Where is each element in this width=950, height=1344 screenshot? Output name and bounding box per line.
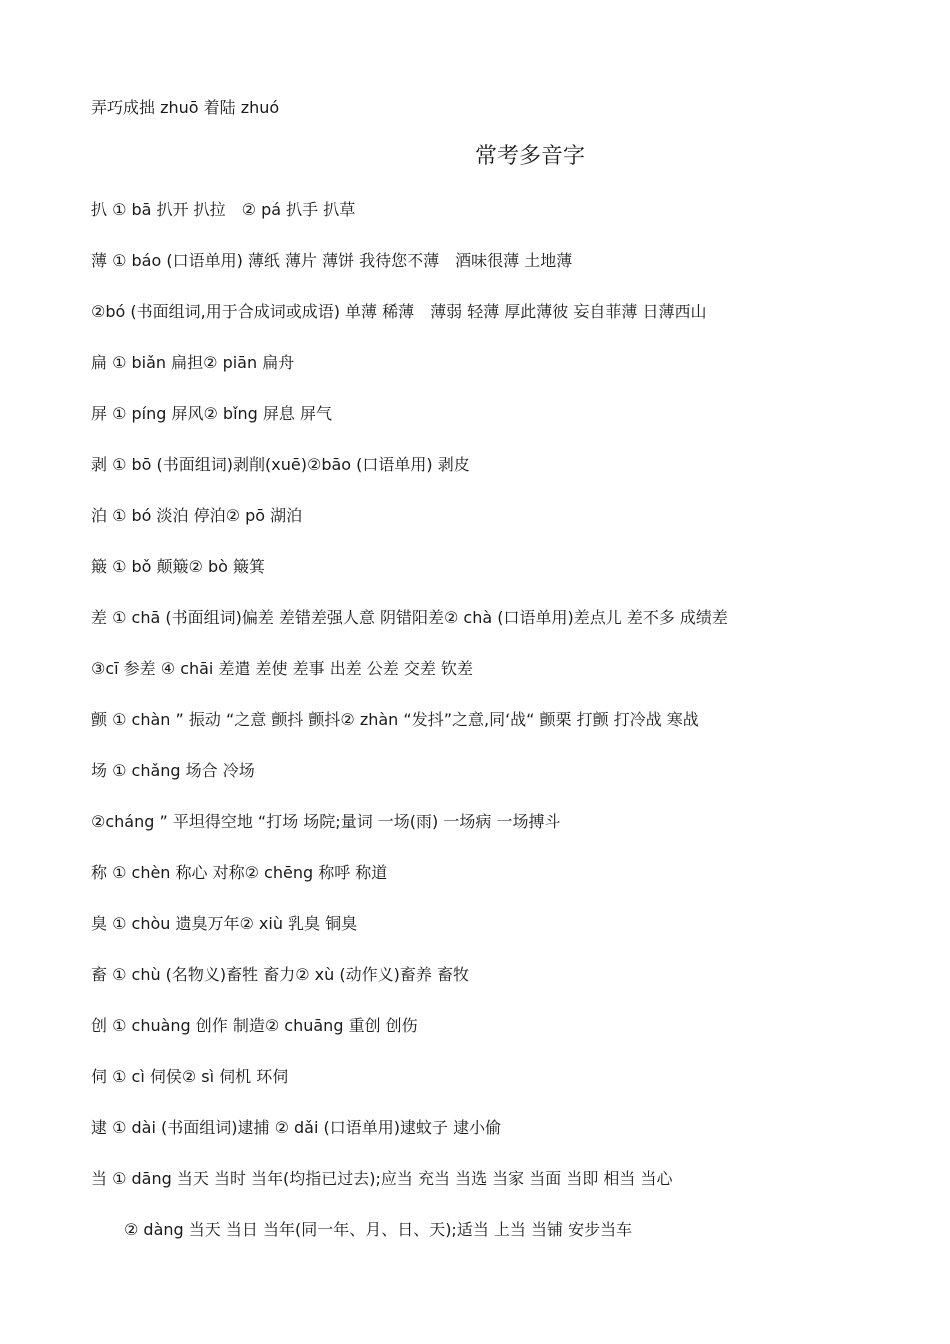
entry-line: 畜 ① chù (名物义)畜牲 畜力② xù (动作义)畜养 畜牧 bbox=[91, 965, 469, 984]
entry-line: 伺 ① cì 伺侯② sì 伺机 环伺 bbox=[91, 1067, 289, 1086]
entry-line: 创 ① chuàng 创作 制造② chuāng 重创 创伤 bbox=[91, 1016, 418, 1035]
entry-line: 颤 ① chàn ” 振动 “之意 颤抖 颤抖② zhàn “发抖”之意,同‘战“ 颤栗 打颤 打冷战 寒战 bbox=[91, 710, 699, 729]
entry-line: ③cī 参差 ④ chāi 差遣 差使 差事 出差 公差 交差 钦差 bbox=[91, 659, 473, 678]
entry-line: 场 ① chǎng 场合 冷场 bbox=[91, 761, 255, 780]
entry-line: 扒 ① bā 扒开 扒拉 ② pá 扒手 扒草 bbox=[91, 200, 356, 219]
top-line: 弄巧成拙 zhuō 着陆 zhuó bbox=[91, 98, 280, 117]
entry-line: ② dàng 当天 当日 当年(同一年、月、日、天);适当 上当 当铺 安步当车 bbox=[124, 1220, 633, 1239]
entry-line: 逮 ① dài (书面组词)逮捕 ② dǎi (口语单用)逮蚊子 逮小偷 bbox=[91, 1118, 502, 1137]
entry-line: 扁 ① biǎn 扁担② piān 扁舟 bbox=[91, 353, 295, 372]
entry-line: 薄 ① báo (口语单用) 薄纸 薄片 薄饼 我待您不薄 酒味很薄 土地薄 bbox=[91, 251, 573, 270]
page-title: 常考多音字 bbox=[475, 144, 586, 169]
entry-line: 差 ① chā (书面组词)偏差 差错差强人意 阴错阳差② chà (口语单用)差点儿 差不多 成绩差 bbox=[91, 608, 728, 627]
entry-line: ②bó (书面组词,用于合成词或成语) 单薄 稀薄 薄弱 轻薄 厚此薄彼 妄自菲薄 日薄西山 bbox=[91, 302, 707, 321]
entry-line: ②cháng ” 平坦得空地 “打场 场院;量词 一场(雨) 一场病 一场搏斗 bbox=[91, 812, 561, 831]
entry-line: 剥 ① bō (书面组词)剥削(xuē)②bāo (口语单用) 剥皮 bbox=[91, 455, 470, 474]
entry-line: 泊 ① bó 淡泊 停泊② pō 湖泊 bbox=[91, 506, 303, 525]
entry-line: 屏 ① píng 屏风② bǐng 屏息 屏气 bbox=[91, 404, 333, 423]
entry-line: 簸 ① bǒ 颠簸② bò 簸箕 bbox=[91, 557, 266, 576]
entry-line: 臭 ① chòu 遗臭万年② xiù 乳臭 铜臭 bbox=[91, 914, 358, 933]
entry-line: 称 ① chèn 称心 对称② chēng 称呼 称道 bbox=[91, 863, 388, 882]
entry-line: 当 ① dāng 当天 当时 当年(均指已过去);应当 充当 当选 当家 当面 当即 相当 当心 bbox=[91, 1169, 673, 1188]
